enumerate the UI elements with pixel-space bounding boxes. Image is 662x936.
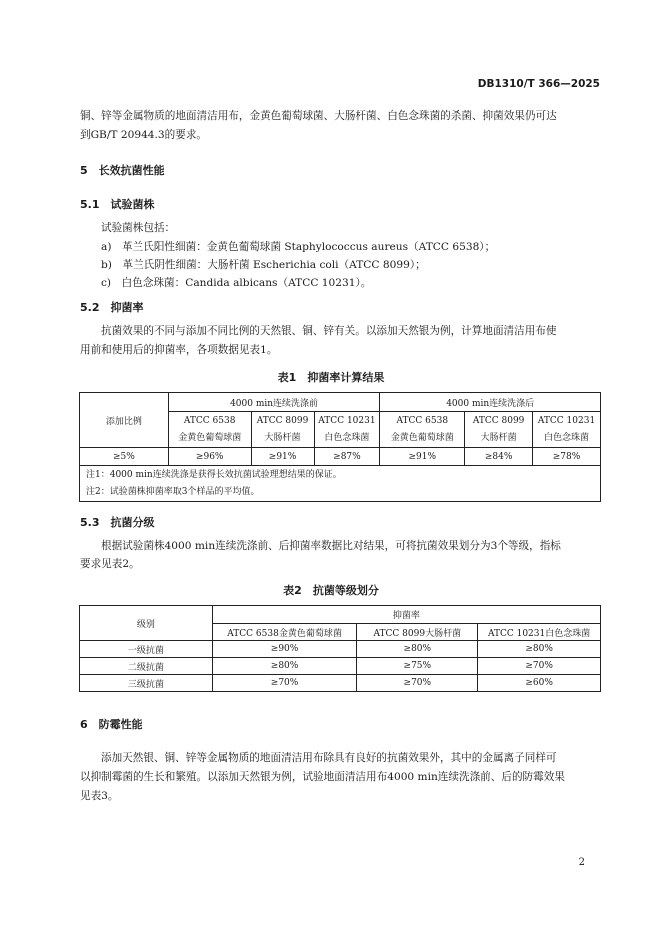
intro-line-2: 到GB/T 20944.3的要求。 (80, 129, 208, 141)
section-5-heading: 5 长效抗菌性能 (80, 164, 165, 177)
strain-item-b: b) 革兰氏阴性细菌：大肠杆菌 Escherichia coli（ATCC 8099）； (101, 259, 426, 271)
table-1-cell: ≥91% (251, 448, 314, 466)
table-2-cell: 三级抗菌 (80, 675, 213, 692)
table-2-rate-header: 抑菌率 (212, 606, 600, 624)
table-2-row (80, 641, 601, 658)
section-5-2-line-1: 抗菌效果的不同与添加不同比例的天然银、铜、锌有关。以添加天然银为例，计算地面清洁用布使 (101, 325, 557, 337)
section-5-1-heading: 5.1 试验菌株 (80, 198, 155, 211)
section-6-line-2: 以抑制霉菌的生长和繁殖。以添加天然银为例，试验地面清洁用布4000 min连续洗涤前、后的防霉效果 (80, 771, 565, 783)
section-5-2-line-2: 用前和使用后的抑菌率，各项数据见表1。 (80, 344, 278, 356)
table-2-cell: ≥75% (357, 658, 478, 675)
table-1-note-2: 注2：试验菌株抑菌率取3个样品的平均值。 (86, 486, 260, 497)
section-5-3-heading: 5.3 抗菌分级 (80, 516, 155, 529)
table-1-strain-header: ATCC 10231 白色念珠菌 (314, 412, 380, 448)
table-1-note-1: 注1：4000 min连续洗涤是获得长效抗菌试验理想结果的保证。 (86, 469, 342, 480)
table-1-caption: 表1 抑菌率计算结果 (277, 371, 385, 384)
table-2-level-header: 级别 (80, 606, 213, 641)
table-2-col-header: ATCC 10231白色念珠菌 (478, 624, 601, 641)
page-number: 2 (578, 857, 585, 868)
table-1-group-before: 4000 min连续洗涤前 (168, 393, 380, 412)
table-2-cell: ≥70% (212, 675, 357, 692)
document-number: DB1310/T 366—2025 (477, 78, 600, 90)
table-2-cell: ≥70% (357, 675, 478, 692)
strain-item-c: c) 白色念珠菌：Candida albicans（ATCC 10231）。 (101, 277, 372, 289)
table-2-caption: 表2 抗菌等级划分 (283, 584, 379, 597)
table-2-cell: 二级抗菌 (80, 658, 213, 675)
table-1-strain-header: ATCC 8099 大肠杆菌 (251, 412, 314, 448)
table-2-cell: ≥60% (478, 675, 601, 692)
table-1-strain-header: ATCC 8099 大肠杆菌 (465, 412, 533, 448)
table-1-strain-header: ATCC 6538 金黄色葡萄球菌 (168, 412, 251, 448)
table-2-col-header: ATCC 6538金黄色葡萄球菌 (212, 624, 357, 641)
table-1-cell: ≥5% (80, 448, 169, 466)
intro-line-1: 铜、锌等金属物质的地面清洁用布，金黄色葡萄球菌、大肠杆菌、白色念珠菌的杀菌、抑菌效果仍可达 (80, 110, 557, 122)
table-1-cell: ≥78% (533, 448, 601, 466)
section-5-3-line-1: 根据试验菌株4000 min连续洗涤前、后抑菌率数据比对结果，可将抗菌效果划分为3个等级，指标 (101, 540, 561, 552)
table-2-cell: ≥80% (212, 658, 357, 675)
table-2-cell: ≥90% (212, 641, 357, 658)
section-5-2-heading: 5.2 抑菌率 (80, 301, 144, 314)
table-1-cell: ≥96% (168, 448, 251, 466)
section-6-line-1: 添加天然银、铜、锌等金属物质的地面清洁用布除具有良好的抗菌效果外，其中的金属离子同样可 (101, 752, 557, 764)
table-1-notes (80, 466, 601, 502)
strain-item-a: a) 革兰氏阳性细菌：金黄色葡萄球菌 Staphylococcus aureus（ATCC 6538）； (101, 241, 496, 253)
table-2-col-header: ATCC 8099大肠杆菌 (357, 624, 478, 641)
table-2 (79, 605, 601, 692)
table-1-strain-header: ATCC 10231 白色念珠菌 (533, 412, 601, 448)
table-2-row (80, 675, 601, 692)
table-2-cell: ≥80% (478, 641, 601, 658)
table-2-cell: 一级抗菌 (80, 641, 213, 658)
table-1-group-after: 4000 min连续洗涤后 (380, 393, 601, 412)
section-6-heading: 6 防霉性能 (80, 718, 143, 731)
table-2-cell: ≥80% (357, 641, 478, 658)
table-2-cell: ≥70% (478, 658, 601, 675)
table-1-strain-header: ATCC 6538 金黄色葡萄球菌 (380, 412, 465, 448)
section-6-line-3: 见表3。 (80, 790, 119, 802)
table-1-cell: ≥84% (465, 448, 533, 466)
strain-intro: 试验菌株包括： (101, 222, 176, 234)
table-1-cell: ≥91% (380, 448, 465, 466)
table-1-row-header: 添加比例 (80, 393, 169, 448)
table-1-cell: ≥87% (314, 448, 380, 466)
table-2-row (80, 658, 601, 675)
section-5-3-line-2: 要求见表2。 (80, 558, 140, 570)
table-1 (79, 392, 601, 502)
